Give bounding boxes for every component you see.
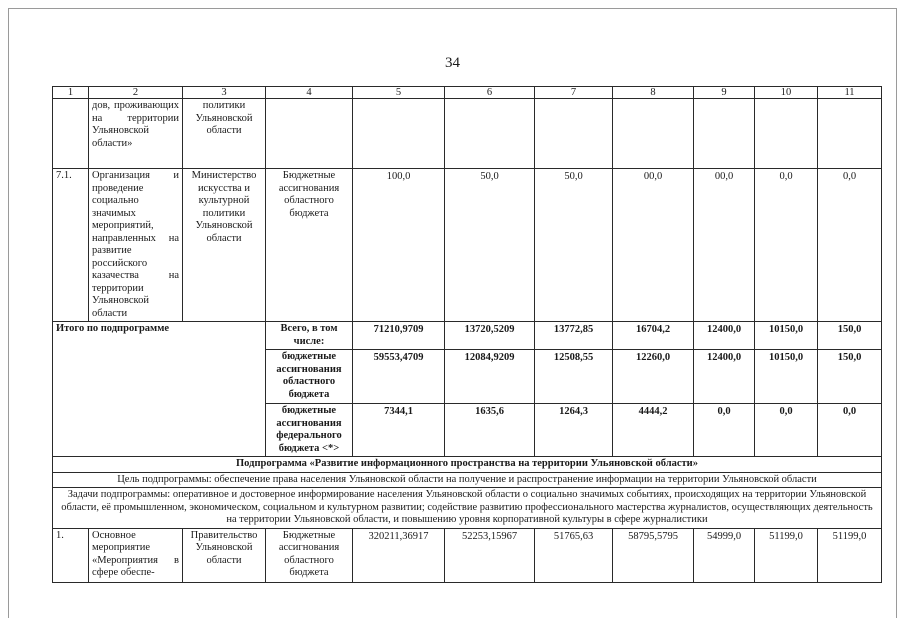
- header-cell: 3: [183, 87, 266, 99]
- value-cell: 59553,4709: [353, 350, 445, 404]
- page-top-border: [8, 8, 897, 9]
- value-cell: 52253,15967: [445, 528, 535, 582]
- value-cell: 10150,0: [755, 350, 818, 404]
- name-cell: Организация и проведение социально значимых мероприятий, направленных на развитие российского казачества на территории Ульяновской области: [89, 169, 183, 322]
- header-row: [53, 87, 882, 99]
- subprogram-goal: Цель подпрограммы: обеспечение права населения Ульяновской области на получение и распространение информации на территории Ульяновской области: [53, 472, 882, 488]
- value-cell: 12400,0: [694, 350, 755, 404]
- source-cell: Всего, в том числе:: [266, 322, 353, 350]
- header-cell: 6: [445, 87, 535, 99]
- table-cell: [613, 99, 694, 169]
- value-cell: 12260,0: [613, 350, 694, 404]
- source-cell: Бюджетные ассигнования областного бюджета: [266, 528, 353, 582]
- value-cell: 0,0: [755, 404, 818, 457]
- value-cell: 4444,2: [613, 404, 694, 457]
- header-cell: 7: [535, 87, 613, 99]
- page-right-border: [896, 8, 897, 618]
- value-cell: 320211,36917: [353, 528, 445, 582]
- value-cell: 12084,9209: [445, 350, 535, 404]
- subprogram-title-row: [53, 457, 882, 473]
- value-cell: 13720,5209: [445, 322, 535, 350]
- value-cell: 54999,0: [694, 528, 755, 582]
- value-cell: 50,0: [535, 169, 613, 322]
- header-cell: 4: [266, 87, 353, 99]
- continuation-row: [53, 99, 882, 169]
- value-cell: 7344,1: [353, 404, 445, 457]
- page-number: 34: [445, 55, 460, 71]
- name-cell: дов, проживающих на территории Ульяновской области»: [89, 99, 183, 169]
- totals-row-all: [53, 322, 882, 350]
- value-cell: 12508,55: [535, 350, 613, 404]
- source-cell: бюджетные ассигнования областного бюджета: [266, 350, 353, 404]
- row-number-cell: 7.1.: [53, 169, 89, 322]
- table-cell: [445, 99, 535, 169]
- value-cell: 10150,0: [755, 322, 818, 350]
- executor-cell: Министерство искусства и культурной политики Ульяновской области: [183, 169, 266, 322]
- value-cell: 12400,0: [694, 322, 755, 350]
- name-cell: Основное мероприятие «Мероприятия в сфере обеспе-: [89, 528, 183, 582]
- executor-cell: Правительство Ульяновской области: [183, 528, 266, 582]
- value-cell: 00,0: [694, 169, 755, 322]
- value-cell: 0,0: [755, 169, 818, 322]
- value-cell: 00,0: [613, 169, 694, 322]
- row-number-cell: 1.: [53, 528, 89, 582]
- value-cell: 50,0: [445, 169, 535, 322]
- totals-label: Итого по подпрограмме: [53, 322, 266, 457]
- value-cell: 0,0: [818, 404, 882, 457]
- value-cell: 0,0: [818, 169, 882, 322]
- subprogram-tasks: Задачи подпрограммы: оперативное и достоверное информирование населения Ульяновской области о социально значимых событиях, происходящих на территории Ульяновской области, её промышленном, экономическом, социальном и культурном развитии; содействие развитию профессионального мастерства журналистов, осуществляющих деятельность на территории Ульяновской области, и повышению уровня корпоративной культуры в сфере журналистики: [53, 488, 882, 529]
- table-cell: [266, 99, 353, 169]
- header-cell: 11: [818, 87, 882, 99]
- table-cell: [694, 99, 755, 169]
- source-cell: Бюджетные ассигнования областного бюджета: [266, 169, 353, 322]
- executor-cell: политики Ульяновской области: [183, 99, 266, 169]
- page-left-border: [8, 8, 9, 618]
- value-cell: 51765,63: [535, 528, 613, 582]
- header-cell: 8: [613, 87, 694, 99]
- value-cell: 51199,0: [818, 528, 882, 582]
- value-cell: 150,0: [818, 322, 882, 350]
- value-cell: 100,0: [353, 169, 445, 322]
- header-cell: 1: [53, 87, 89, 99]
- subprogram-tasks-row: [53, 488, 882, 529]
- header-cell: 2: [89, 87, 183, 99]
- subprogram-goal-row: [53, 472, 882, 488]
- value-cell: 0,0: [694, 404, 755, 457]
- subprogram-title: Подпрограмма «Развитие информационного пространства на территории Ульяновской области»: [53, 457, 882, 473]
- row-1: [53, 528, 882, 582]
- value-cell: 58795,5795: [613, 528, 694, 582]
- value-cell: 51199,0: [755, 528, 818, 582]
- value-cell: 71210,9709: [353, 322, 445, 350]
- header-cell: 5: [353, 87, 445, 99]
- row-7-1: [53, 169, 882, 322]
- header-cell: 10: [755, 87, 818, 99]
- source-cell: бюджетные ассигнования федерального бюджета <*>: [266, 404, 353, 457]
- value-cell: 16704,2: [613, 322, 694, 350]
- value-cell: 150,0: [818, 350, 882, 404]
- header-cell: 9: [694, 87, 755, 99]
- budget-table: [52, 86, 882, 583]
- table-cell: [755, 99, 818, 169]
- table-cell: [53, 99, 89, 169]
- value-cell: 1264,3: [535, 404, 613, 457]
- table-cell: [353, 99, 445, 169]
- table-cell: [818, 99, 882, 169]
- table-cell: [535, 99, 613, 169]
- value-cell: 1635,6: [445, 404, 535, 457]
- value-cell: 13772,85: [535, 322, 613, 350]
